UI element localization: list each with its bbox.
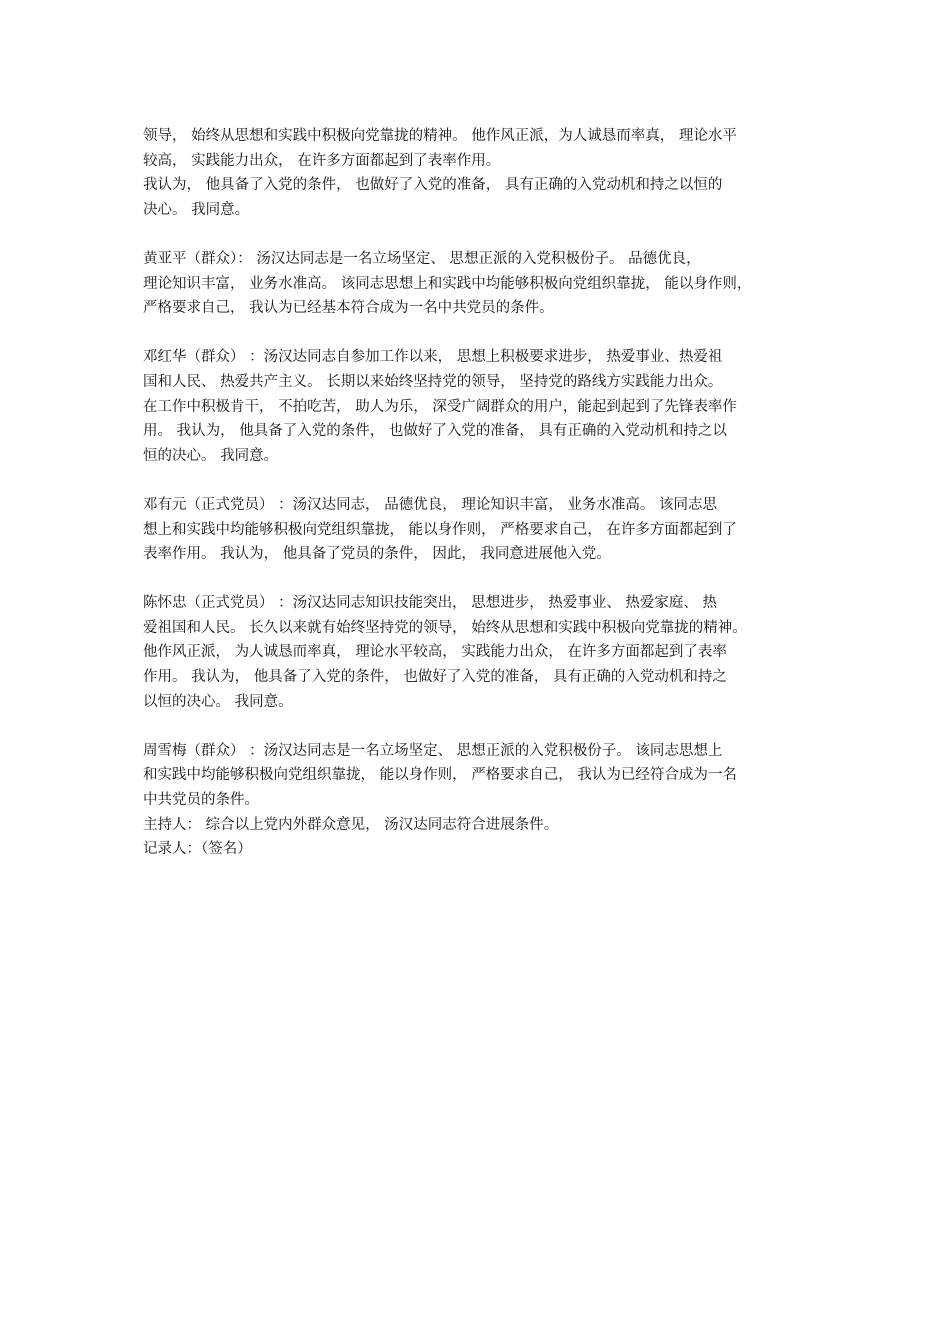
text-line: 邓有元（正式党员） ：汤汉达同志， 品德优良， 理论知识丰富， 业务水准高。 该同志思 <box>143 496 718 513</box>
text-line: 想上和实践中均能够积极向党组织靠拢， 能以身作则， 严格要求自己， 在许多方面都起到了 <box>143 521 737 538</box>
text-line: 陈怀忠（正式党员） ：汤汉达同志知识技能突出， 思想进步， 热爱事业、 热爱家庭、 热 <box>143 595 718 612</box>
text-line: 较高， 实践能力出众， 在许多方面都起到了表率作用。 <box>143 152 501 169</box>
text-line: 作用。 我认为， 他具备了入党的条件， 也做好了入党的准备， 具有正确的入党动机和持之 <box>143 669 727 686</box>
paragraph-spacer <box>143 468 815 493</box>
text-line: 爱祖国和人民。 长久以来就有始终坚持党的领导， 始终从思想和实践中积极向党靠拢的精神。 <box>143 619 747 636</box>
text-line: 以恒的决心。 我同意。 <box>143 693 293 710</box>
document-page <box>143 124 815 862</box>
paragraph-deng-youyuan <box>143 493 815 567</box>
text-line: 领导， 始终从思想和实践中积极向党靠拢的精神。 他作风正派，为人诚恳而率真， 理论水平 <box>143 128 737 144</box>
paragraph-spacer <box>143 567 815 592</box>
text-line: 周雪梅（群众） ：汤汉达同志是一名立场坚定、 思想正派的入党积极份子。 该同志思想上 <box>143 742 723 759</box>
text-line: 严格要求自己， 我认为已经基本符合成为一名中共党员的条件。 <box>143 300 554 317</box>
text-line: 他作风正派， 为人诚恳而率真， 理论水平较高， 实践能力出众， 在许多方面都起到了表率 <box>143 644 727 661</box>
recorder-signature-line: 记录人：（签名） <box>143 841 252 858</box>
text-line: 和实践中均能够积极向党组织靠拢， 能以身作则， 严格要求自己， 我认为已经符合成为一名 <box>143 767 737 784</box>
host-summary-line: 主持人： 综合以上党内外群众意见， 汤汉达同志符合进展条件。 <box>143 816 559 833</box>
text-line: 邓红华（群众） ：汤汉达同志自参加工作以来， 思想上积极要求进步， 热爱事业、热爱祖 <box>143 349 723 366</box>
paragraph-huang-yaping <box>143 247 815 321</box>
paragraph-deng-honghua <box>143 345 815 468</box>
text-line: 表率作用。 我认为， 他具备了党员的条件， 因此， 我同意进展他入党。 <box>143 546 611 563</box>
paragraph-opening-continuation <box>143 124 815 222</box>
paragraph-spacer <box>143 222 815 247</box>
paragraph-spacer <box>143 321 815 346</box>
text-line: 恒的决心。 我同意。 <box>143 447 279 464</box>
paragraph-spacer <box>143 714 815 739</box>
paragraph-zhou-xuemei <box>143 739 815 862</box>
text-line: 在工作中积极肯干， 不拍吃苦， 助人为乐， 深受广阔群众的用户，能起到起到了先锋表率作 <box>143 398 737 415</box>
text-line: 我认为， 他具备了入党的条件， 也做好了入党的准备， 具有正确的入党动机和持之以恒的 <box>143 177 723 194</box>
text-line: 黄亚平（群众）： 汤汉达同志是一名立场坚定、 思想正派的入党积极份子。 品德优良， <box>143 250 701 267</box>
text-line: 用。 我认为， 他具备了入党的条件， 也做好了入党的准备， 具有正确的入党动机和持之以 <box>143 423 727 440</box>
text-line: 国和人民、 热爱共产主义。 长期以来始终坚持党的领导， 坚持党的路线方实践能力出众。 <box>143 373 723 390</box>
text-line: 中共党员的条件。 <box>143 792 259 809</box>
text-line: 理论知识丰富， 业务水准高。 该同志思想上和实践中均能够积极向党组织靠拢， 能以身作则， <box>143 275 752 292</box>
text-line: 决心。 我同意。 <box>143 201 250 218</box>
paragraph-chen-huaizhong <box>143 591 815 714</box>
